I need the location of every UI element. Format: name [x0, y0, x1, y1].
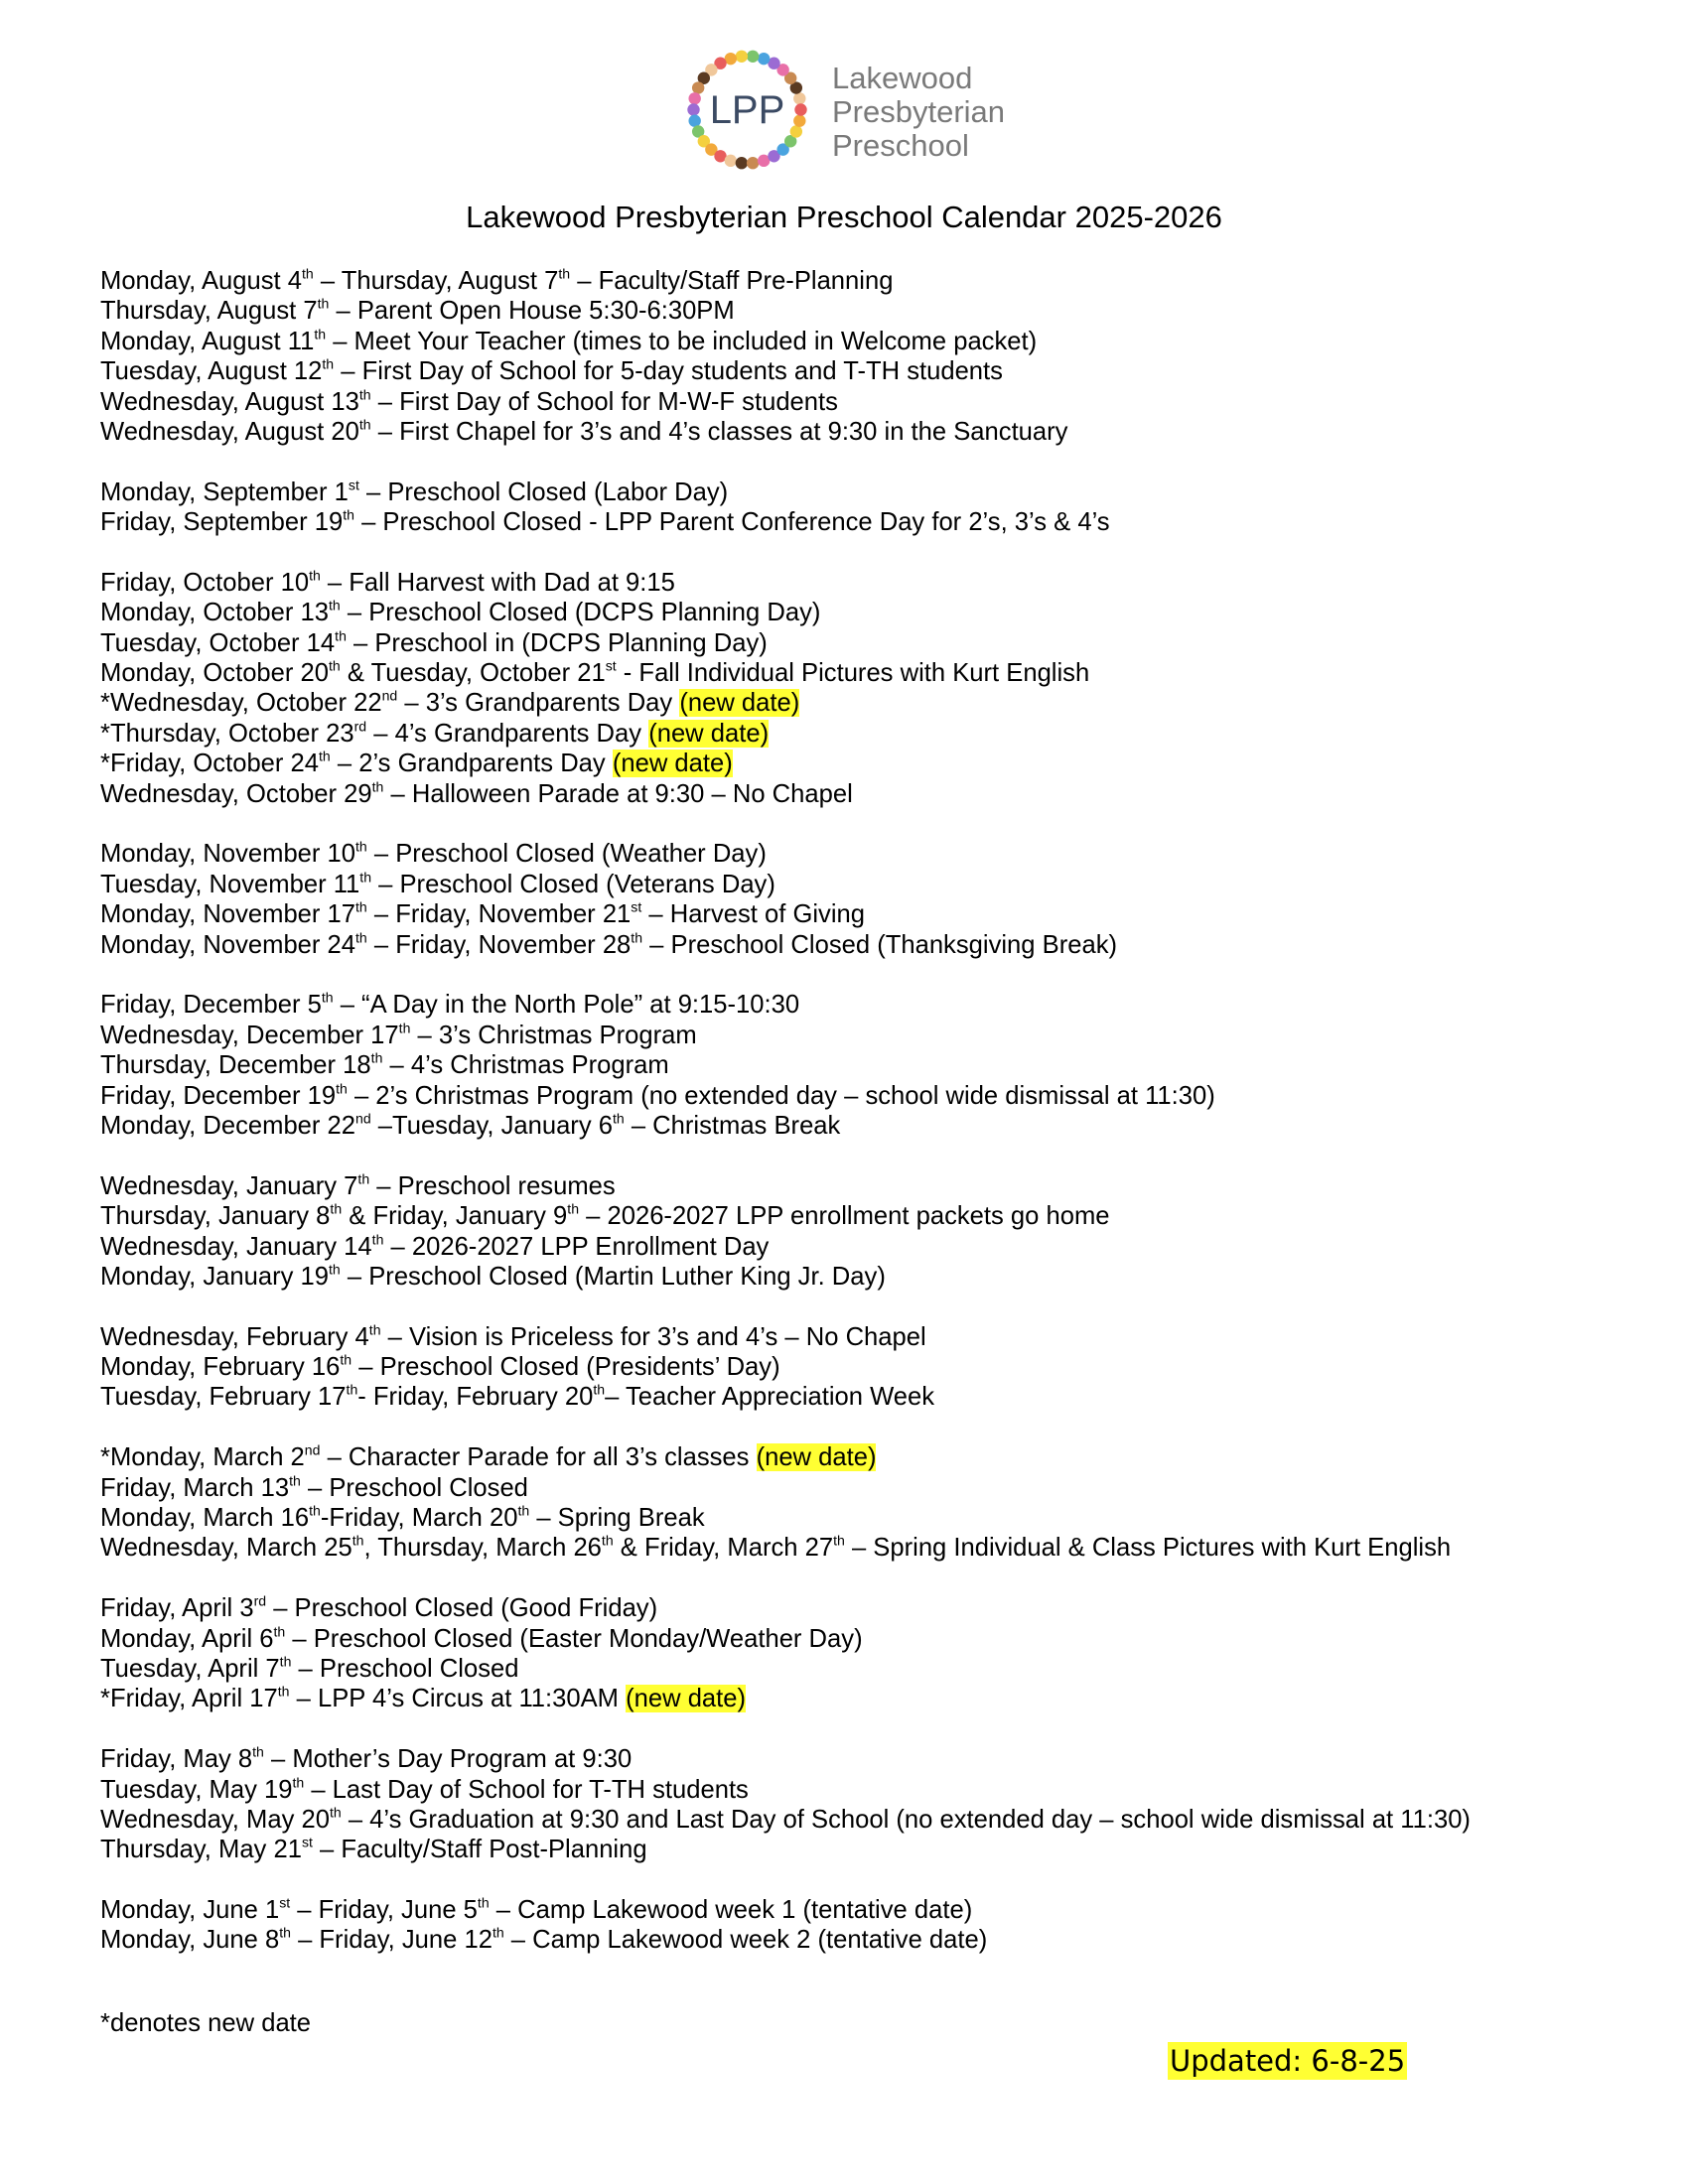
event-line	[100, 688, 1649, 718]
ordinal-suffix: th	[368, 1321, 381, 1338]
event-text: Tuesday, May 19	[100, 1775, 293, 1804]
ordinal-suffix: th	[277, 1683, 290, 1700]
updated-stamp: Updated: 6-8-25	[1170, 2044, 1406, 2078]
event-line	[100, 356, 1649, 386]
group-spacer	[100, 1714, 1649, 1744]
logo-figure	[688, 92, 700, 104]
ordinal-suffix: th	[477, 1894, 490, 1911]
event-text: Wednesday, August 13	[100, 387, 359, 416]
footnote: *denotes new date	[100, 2009, 312, 2037]
event-text: – Friday, June 5	[290, 1896, 478, 1925]
event-text: Monday, November 24	[100, 930, 356, 959]
ordinal-suffix: th	[631, 929, 643, 946]
group-spacer	[100, 960, 1649, 990]
event-text: – “A Day in the North Pole” at 9:15-10:30	[333, 991, 800, 1020]
event-text: Thursday, May 21	[100, 1836, 302, 1864]
event-text: – Vision is Priceless for 3’s and 4’s – No Chapel	[380, 1322, 926, 1351]
event-text: – 4’s Grandparents Day	[366, 719, 649, 748]
ordinal-suffix: st	[279, 1894, 291, 1911]
event-text: – Halloween Parade at 9:30 – No Chapel	[383, 779, 853, 808]
event-text: – Preschool resumes	[369, 1171, 616, 1200]
event-text: – 4’s Christmas Program	[382, 1051, 669, 1080]
logo-figure	[687, 103, 699, 115]
ordinal-suffix: st	[301, 1834, 313, 1850]
event-text: Friday, December 5	[100, 991, 322, 1020]
ordinal-suffix: th	[355, 929, 367, 946]
event-line	[100, 1654, 1649, 1684]
event-text: & Friday, March 27	[613, 1534, 834, 1563]
ordinal-suffix: th	[358, 386, 371, 403]
logo-figure	[790, 125, 802, 137]
event-text: Thursday, August 7	[100, 297, 318, 326]
event-text: – Preschool Closed	[300, 1473, 528, 1502]
group-spacer	[100, 447, 1649, 477]
event-text: – Fall Harvest with Dad at 9:15	[320, 568, 675, 597]
ordinal-suffix: rd	[353, 718, 367, 735]
event-text: - Fall Individual Pictures with Kurt English	[616, 659, 1090, 688]
ordinal-suffix: th	[273, 1623, 286, 1640]
ordinal-suffix: st	[605, 657, 617, 674]
logo-figure	[688, 115, 700, 127]
event-line	[100, 719, 1649, 749]
event-text: – Meet Your Teacher (times to be included in Welcome packet)	[326, 327, 1038, 355]
event-text: Wednesday, January 14	[100, 1232, 372, 1261]
logo-figure	[793, 92, 805, 104]
ordinal-suffix: th	[558, 265, 571, 282]
ordinal-suffix: th	[352, 1532, 364, 1549]
event-text: – First Day of School for 5-day students and T-TH students	[334, 357, 1003, 386]
logo-name-line-3: Preschool	[832, 128, 969, 163]
event-line	[100, 1835, 1649, 1864]
event-text: Monday, August 11	[100, 327, 315, 355]
ordinal-suffix: th	[517, 1502, 530, 1519]
event-text: Thursday, December 18	[100, 1051, 371, 1080]
ordinal-suffix: th	[335, 627, 347, 644]
event-line	[100, 839, 1649, 869]
ordinal-suffix: nd	[304, 1441, 321, 1458]
event-text: , Thursday, March 26	[363, 1534, 602, 1563]
ordinal-suffix: th	[329, 597, 341, 614]
event-text: - Friday, February 20	[357, 1383, 594, 1412]
event-line	[100, 1081, 1649, 1111]
event-text: – Character Parade for all 3’s classes	[320, 1443, 757, 1472]
event-text: *Friday, October 24	[100, 750, 320, 778]
event-text: Monday, February 16	[100, 1353, 341, 1382]
new-date-highlight: (new date)	[679, 689, 800, 718]
ordinal-suffix: th	[359, 869, 372, 886]
group-spacer	[100, 538, 1649, 568]
event-text: Monday, November 10	[100, 840, 356, 869]
event-line	[100, 1684, 1649, 1713]
event-text: Friday, May 8	[100, 1745, 253, 1774]
ordinal-suffix: th	[343, 506, 354, 523]
ordinal-suffix: th	[329, 1261, 341, 1278]
ordinal-suffix: th	[358, 416, 371, 433]
event-text: – Camp Lakewood week 1 (tentative date)	[489, 1896, 973, 1925]
event-text: – Preschool in (DCPS Planning Day)	[346, 628, 768, 657]
event-line	[100, 1382, 1649, 1412]
ordinal-suffix: th	[309, 567, 321, 584]
logo-figure	[758, 53, 770, 65]
event-text: – 2’s Christmas Program (no extended day – school wide dismissal at 11:30)	[347, 1081, 1215, 1110]
event-text: – Spring Break	[529, 1504, 705, 1533]
ordinal-suffix: th	[398, 1020, 411, 1036]
ordinal-suffix: th	[355, 838, 367, 855]
event-line	[100, 1593, 1649, 1623]
event-text: – Preschool Closed (Presidents’ Day)	[352, 1353, 780, 1382]
event-text: Monday, October 20	[100, 659, 329, 688]
event-text: & Tuesday, October 21	[340, 659, 606, 688]
event-list	[100, 266, 1649, 1956]
ordinal-suffix: th	[314, 326, 327, 342]
event-text: – Friday, November 21	[366, 900, 632, 929]
event-text: Wednesday, February 4	[100, 1322, 369, 1351]
event-line	[100, 1171, 1649, 1201]
event-text: Tuesday, April 7	[100, 1654, 280, 1683]
event-text: Monday, January 19	[100, 1262, 330, 1291]
event-text: Friday, October 10	[100, 568, 310, 597]
group-spacer	[100, 1292, 1649, 1321]
ordinal-suffix: th	[329, 657, 341, 674]
event-text: – First Day of School for M-W-F students	[370, 387, 838, 416]
ordinal-suffix: th	[340, 1351, 352, 1368]
ordinal-suffix: rd	[253, 1592, 267, 1609]
group-spacer	[100, 809, 1649, 839]
event-line	[100, 417, 1649, 447]
ordinal-suffix: th	[317, 295, 330, 312]
logo-monogram: LPP	[709, 88, 785, 132]
event-text: – Preschool Closed (Martin Luther King Jr. Day)	[340, 1262, 886, 1291]
event-text: – Preschool Closed (Good Friday)	[266, 1594, 658, 1623]
event-line	[100, 1201, 1649, 1231]
group-spacer	[100, 1564, 1649, 1593]
event-line	[100, 899, 1649, 929]
event-text: *Wednesday, October 22	[100, 689, 382, 718]
event-line	[100, 628, 1649, 658]
event-text: – Preschool Closed (DCPS Planning Day)	[340, 599, 821, 627]
event-text: – Teacher Appreciation Week	[605, 1383, 935, 1412]
event-text: Monday, June 8	[100, 1926, 280, 1955]
logo-figure	[793, 115, 805, 127]
event-line	[100, 1352, 1649, 1382]
ordinal-suffix: th	[330, 1200, 343, 1217]
event-text: – Friday, November 28	[366, 930, 632, 959]
ordinal-suffix: th	[355, 898, 367, 915]
event-text: Tuesday, November 11	[100, 870, 360, 898]
logo-figure	[736, 51, 748, 63]
logo-figure	[725, 155, 737, 167]
event-text: *Monday, March 2	[100, 1443, 305, 1472]
event-line	[100, 296, 1649, 326]
event-line	[100, 1050, 1649, 1080]
event-text: – 2026-2027 LPP enrollment packets go home	[579, 1202, 1110, 1231]
event-text: – Preschool Closed (Labor Day)	[358, 478, 729, 506]
event-text: – 4’s Graduation at 9:30 and Last Day of School (no extended day – school wide dismissal at 11:30)	[341, 1805, 1471, 1834]
event-text: Wednesday, January 7	[100, 1171, 358, 1200]
event-line	[100, 568, 1649, 598]
event-text: – 2’s Grandparents Day	[330, 750, 613, 778]
group-spacer	[100, 1865, 1649, 1895]
event-text: – 2026-2027 LPP Enrollment Day	[383, 1232, 770, 1261]
event-text: Monday, December 22	[100, 1111, 356, 1140]
event-line	[100, 1533, 1649, 1563]
event-line	[100, 1262, 1649, 1292]
new-date-highlight: (new date)	[626, 1685, 747, 1713]
event-text: – Harvest of Giving	[641, 900, 865, 929]
ordinal-suffix: th	[321, 989, 334, 1006]
event-text: – Preschool Closed (Veterans Day)	[371, 870, 775, 898]
event-line	[100, 327, 1649, 356]
page-title: Lakewood Presbyterian Preschool Calendar 2025-2026	[466, 200, 1222, 234]
event-line	[100, 658, 1649, 688]
event-text: Wednesday, October 29	[100, 779, 372, 808]
event-text: – Friday, June 12	[290, 1926, 492, 1955]
event-line	[100, 1744, 1649, 1774]
event-text: -Friday, March 20	[320, 1504, 518, 1533]
event-text: *Friday, April 17	[100, 1685, 278, 1713]
event-text: Tuesday, February 17	[100, 1383, 347, 1412]
event-text: – 3’s Grandparents Day	[397, 689, 680, 718]
ordinal-suffix: th	[601, 1532, 614, 1549]
event-line	[100, 1925, 1649, 1955]
ordinal-suffix: th	[322, 355, 335, 372]
event-text: Friday, April 3	[100, 1594, 254, 1623]
ordinal-suffix: th	[370, 1049, 383, 1066]
event-line	[100, 1111, 1649, 1141]
ordinal-suffix: th	[612, 1110, 625, 1127]
event-text: – First Chapel for 3’s and 4’s classes at 9:30 in the Sanctuary	[370, 417, 1068, 446]
group-spacer	[100, 1141, 1649, 1170]
logo-figure	[736, 157, 748, 169]
event-text: – Spring Individual & Class Pictures with Kurt English	[844, 1534, 1452, 1563]
event-text: Monday, March 16	[100, 1504, 310, 1533]
ordinal-suffix: st	[631, 898, 642, 915]
event-line	[100, 1442, 1649, 1472]
ordinal-suffix: th	[567, 1200, 580, 1217]
ordinal-suffix: nd	[355, 1110, 371, 1127]
event-line	[100, 1232, 1649, 1262]
new-date-highlight: (new date)	[648, 719, 770, 748]
event-text: Monday, October 13	[100, 599, 329, 627]
logo-figure	[747, 51, 759, 63]
event-text: – Preschool Closed	[291, 1654, 519, 1683]
event-line	[100, 387, 1649, 417]
ordinal-suffix: th	[336, 1080, 348, 1096]
event-line	[100, 870, 1649, 899]
event-line	[100, 1624, 1649, 1654]
event-line	[100, 749, 1649, 778]
event-text: – 3’s Christmas Program	[410, 1021, 697, 1049]
logo-name-line-2: Presbyterian	[832, 94, 1006, 129]
event-text: Wednesday, May 20	[100, 1805, 330, 1834]
new-date-highlight: (new date)	[612, 750, 733, 778]
ordinal-suffix: th	[279, 1653, 292, 1670]
event-text: & Friday, January 9	[342, 1202, 568, 1231]
event-line	[100, 1473, 1649, 1503]
event-line	[100, 507, 1649, 537]
logo-figure	[692, 81, 704, 93]
event-text: Monday, November 17	[100, 900, 356, 929]
event-line	[100, 990, 1649, 1020]
new-date-highlight: (new date)	[756, 1443, 877, 1472]
event-text: – Mother’s Day Program at 9:30	[263, 1745, 633, 1774]
logo-name-line-1: Lakewood	[832, 61, 973, 95]
ordinal-suffix: th	[357, 1170, 370, 1187]
ordinal-suffix: th	[279, 1924, 291, 1941]
ordinal-suffix: th	[371, 1230, 384, 1247]
event-line	[100, 478, 1649, 507]
ordinal-suffix: st	[348, 477, 359, 493]
ordinal-suffix: th	[346, 1381, 358, 1398]
logo-name	[832, 62, 1005, 163]
event-text: – Preschool Closed (Thanksgiving Break)	[642, 930, 1118, 959]
ordinal-suffix: th	[309, 1502, 321, 1519]
event-text: Wednesday, August 20	[100, 417, 359, 446]
event-text: Monday, September 1	[100, 478, 349, 506]
event-text: – Preschool Closed (Easter Monday/Weather Day)	[285, 1624, 863, 1653]
event-text: Friday, March 13	[100, 1473, 290, 1502]
event-text: – LPP 4’s Circus at 11:30AM	[289, 1685, 627, 1713]
event-text: Thursday, January 8	[100, 1202, 331, 1231]
ordinal-suffix: th	[593, 1381, 606, 1398]
event-text: Tuesday, October 14	[100, 628, 336, 657]
event-text: Monday, August 4	[100, 267, 302, 295]
event-text: Tuesday, August 12	[100, 357, 323, 386]
event-text: Friday, September 19	[100, 508, 344, 537]
ordinal-suffix: th	[252, 1743, 264, 1760]
ordinal-suffix: nd	[381, 687, 398, 704]
ordinal-suffix: th	[329, 1804, 342, 1821]
event-text: – Christmas Break	[624, 1111, 841, 1140]
event-text: – Faculty/Staff Post-Planning	[312, 1836, 647, 1864]
event-line	[100, 1775, 1649, 1805]
event-line	[100, 1895, 1649, 1925]
ordinal-suffix: th	[833, 1532, 845, 1549]
event-text: – Thursday, August 7	[313, 267, 559, 295]
event-text: Wednesday, March 25	[100, 1534, 352, 1563]
event-text: – Last Day of School for T-TH students	[304, 1775, 749, 1804]
event-line	[100, 1322, 1649, 1352]
logo-figure	[794, 103, 806, 115]
ordinal-suffix: th	[492, 1924, 504, 1941]
event-text: –Tuesday, January 6	[370, 1111, 613, 1140]
ordinal-suffix: th	[292, 1773, 305, 1790]
event-text: – Faculty/Staff Pre-Planning	[570, 267, 894, 295]
ordinal-suffix: th	[302, 265, 314, 282]
event-text: – Parent Open House 5:30-6:30PM	[329, 297, 735, 326]
event-line	[100, 598, 1649, 627]
event-line	[100, 1503, 1649, 1533]
logo-figure	[747, 157, 759, 169]
event-text: Monday, April 6	[100, 1624, 274, 1653]
event-text: – Preschool Closed (Weather Day)	[366, 840, 767, 869]
event-line	[100, 779, 1649, 809]
lpp-logo	[685, 48, 1043, 172]
logo-ring-icon	[685, 48, 809, 172]
event-line	[100, 930, 1649, 960]
event-text: – Preschool Closed - LPP Parent Conference Day for 2’s, 3’s & 4’s	[353, 508, 1110, 537]
ordinal-suffix: th	[371, 778, 384, 795]
group-spacer	[100, 1413, 1649, 1442]
event-text: Monday, June 1	[100, 1896, 280, 1925]
ordinal-suffix: th	[289, 1472, 301, 1489]
event-text: – Camp Lakewood week 2 (tentative date)	[503, 1926, 988, 1955]
event-text: Wednesday, December 17	[100, 1021, 399, 1049]
event-text: *Thursday, October 23	[100, 719, 354, 748]
ordinal-suffix: th	[319, 748, 331, 764]
event-line	[100, 266, 1649, 296]
event-text: Friday, December 19	[100, 1081, 337, 1110]
event-line	[100, 1805, 1649, 1835]
event-line	[100, 1021, 1649, 1050]
